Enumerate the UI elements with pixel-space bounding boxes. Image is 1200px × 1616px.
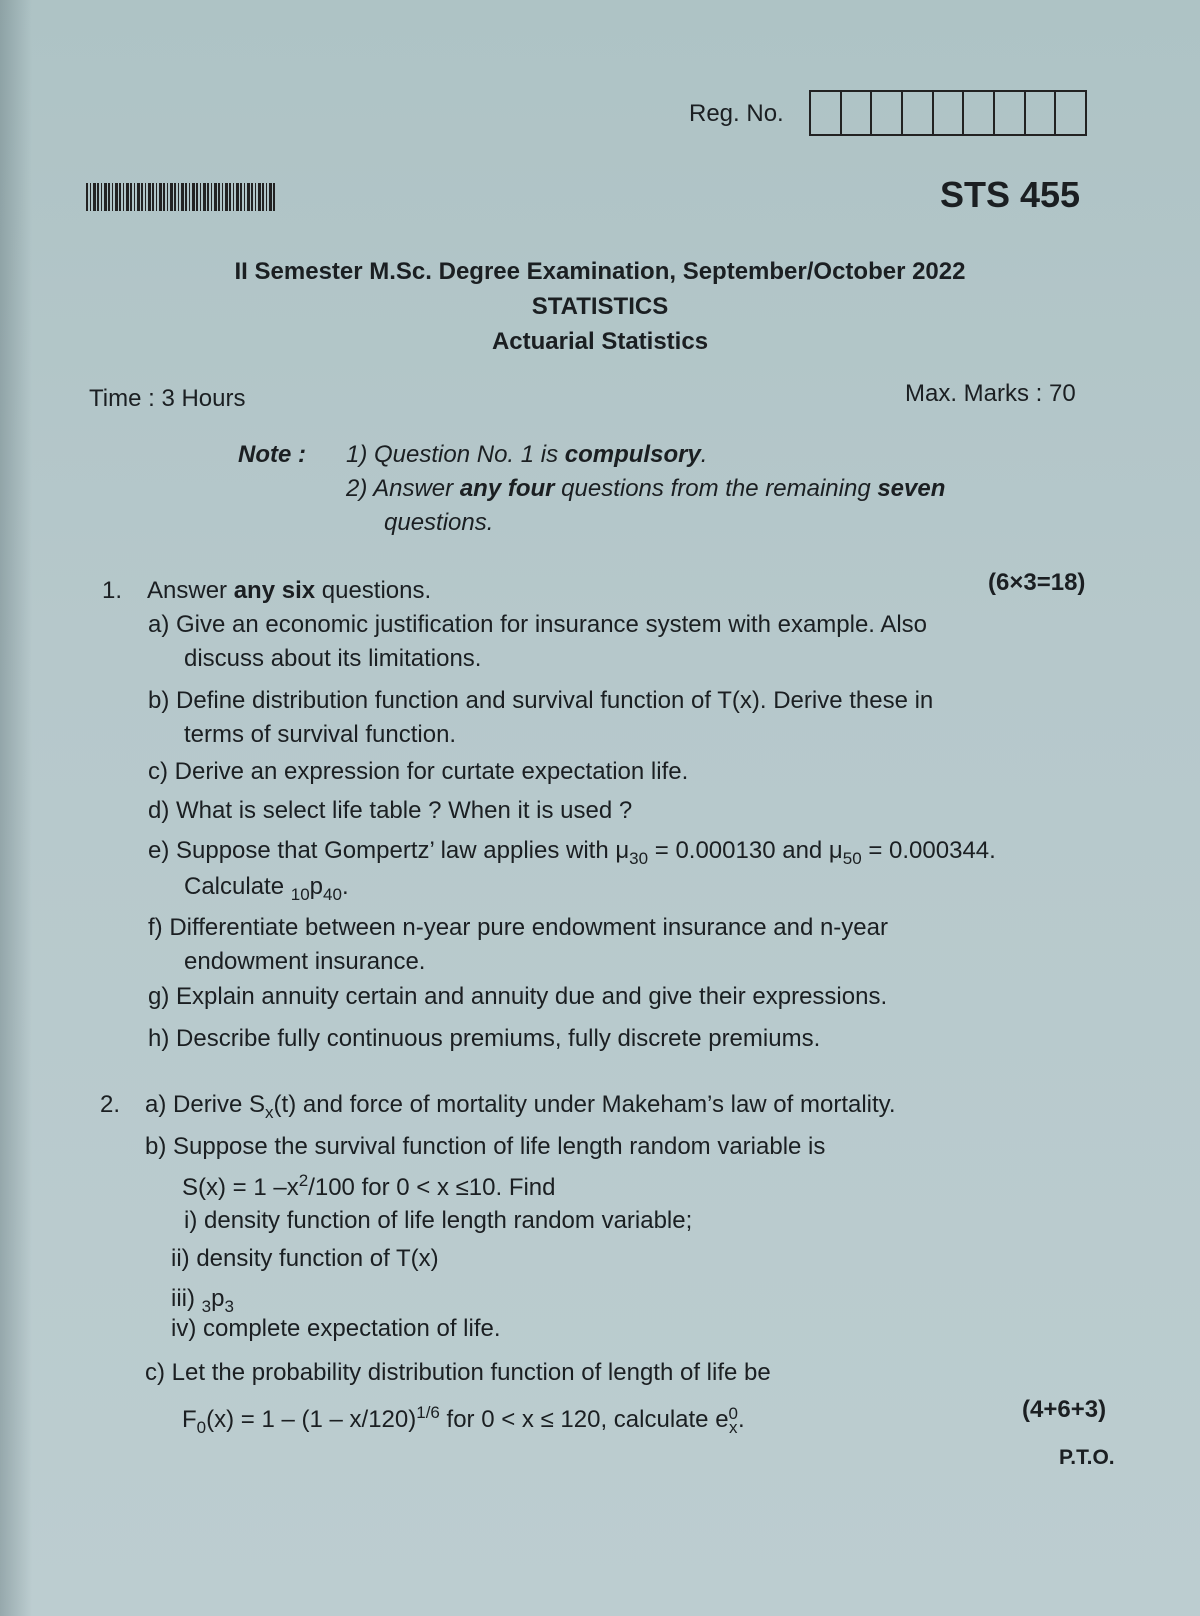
q1-e-line1: e) Suppose that Gompertz’ law applies with $\mu_{30} = 0.000130$ and $\mu_{50} = 0.000344$. [148,837,996,868]
reg-cell [964,92,995,134]
q1-a-line2: discuss about its limitations. [184,645,482,672]
q2-b-iii: iii) $_3p_3$ [171,1285,234,1316]
q1-g: g) Explain annuity certain and annuity due and give their expressions. [148,983,888,1010]
q2-b-line1: b) Suppose the survival function of life length random variable is [145,1133,826,1160]
reg-no-label: Reg. No. [689,100,784,127]
q1-c: c) Derive an expression for curtate expectation life. [148,758,689,785]
max-marks: Max. Marks : 70 [905,380,1076,407]
q1-instruction: Answer any six questions. [147,577,432,604]
q1-b-line2: terms of survival function. [184,721,457,748]
q2-b-ii: ii) density function of T(x) [171,1245,439,1272]
reg-cell [1026,92,1057,134]
note-label: Note : [238,441,306,468]
q2-marks: (4+6+3) [1022,1396,1107,1423]
barcode [86,183,276,211]
reg-cell [872,92,903,134]
q2-b-iv: iv) complete expectation of life. [171,1315,501,1342]
paper-title: Actuarial Statistics [491,328,709,355]
q1-h: h) Describe fully continuous premiums, fully discrete premiums. [148,1025,821,1052]
q1-e-line2: Calculate $_{10}p_{40}$. [184,873,349,904]
note-2: 2) Answer any four questions from the remaining seven [346,475,946,502]
reg-cell [995,92,1026,134]
q1-b-line1: b) Define distribution function and survival function of T(x). Derive these in [148,687,934,714]
q2-b-line2: S(x) = 1 $-x^2/100$ for 0 < x ≤10. Find [182,1171,556,1201]
paper-code: STS 455 [940,174,1081,215]
q1-d: d) What is select life table ? When it is used ? [148,797,633,824]
reg-cell [903,92,934,134]
reg-cell [811,92,842,134]
reg-cell [842,92,873,134]
pto: P.T.O. [1059,1446,1115,1469]
reg-no-boxes [809,90,1087,136]
note-2-cont: questions. [384,509,494,536]
note-1: 1) Question No. 1 is compulsory. [346,441,708,468]
q2-number: 2. [100,1091,121,1118]
q2-c-line1: c) Let the probability distribution function of length of life be [145,1359,771,1386]
q1-marks: (6×3=18) [988,569,1086,596]
q1-f-line1: f) Differentiate between n-year pure endowment insurance and n-year [148,914,888,941]
reg-cell [1056,92,1085,134]
q2-b-i: i) density function of life length random variable; [184,1207,693,1234]
time-allowed: Time : 3 Hours [89,385,246,412]
exam-title: II Semester M.Sc. Degree Examination, September/October 2022 [234,258,966,285]
q1-a-line1: a) Give an economic justification for insurance system with example. Also [148,611,928,638]
reg-cell [934,92,965,134]
q2-c-line2: $F_0(x) = 1 - (1 - x/120)^{1/6}$ for 0 < x ≤ 120, calculate e 0 x . [182,1403,745,1437]
q1-number: 1. [102,577,123,604]
page-shadow [0,0,32,1616]
q1-f-line2: endowment insurance. [184,948,426,975]
q2-a: a) Derive $S_x(t)$ and force of mortality under Makeham’s law of mortality. [145,1091,896,1122]
subject: STATISTICS [531,293,669,320]
